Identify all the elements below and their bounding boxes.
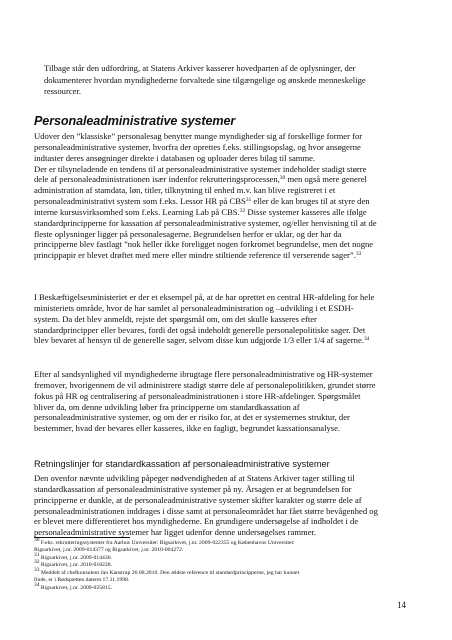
text-segment: Udover den ”klassiske” personalesag benytter mange myndigheder sig af forskellige former for [34, 131, 363, 141]
footnote-text: Rigsarkivet, j.nr. 2009-025815. [39, 584, 113, 591]
footnote-number: 30 [34, 537, 40, 543]
footnote-text: F.eks. rekrutteringssystemer fra Aarhus Universitet: Rigsarkivet, j.nr. 2009-022355 og Københavns Universitet: [39, 540, 295, 546]
footnote-line [34, 577, 420, 584]
text-segment: standardprincipper eller bevares, fordi det også indeholdt generelle personalepolitiske sager. Det [34, 324, 366, 335]
text-segment: personaleadministrative systemer har ligget udenfor denne undersøgelses rammer. [34, 527, 317, 538]
text-line [34, 369, 420, 380]
text-line [34, 516, 420, 527]
text-line [34, 207, 420, 218]
text-segment: Tilbage står den udfordring, at Statens Arkiver kasserer hovedparten af de oplysninger, der [44, 63, 356, 73]
text-line [34, 335, 420, 346]
text-segment: dele af personaleadministrationen især indenfor rekrutteringsprocessen, [34, 174, 280, 185]
intro-paragraph [44, 63, 414, 98]
footnote-line [34, 547, 420, 554]
section-heading-personaleadministrative-systemer: Personaleadministrative systemer [34, 114, 236, 128]
text-segment: administration af stamdata, løn, titler, tilknytning til enhed m.v. kan blive registreret i et [34, 185, 336, 196]
footnote-ref: 31 [245, 197, 252, 204]
text-line [34, 239, 420, 250]
text-line [34, 484, 420, 495]
text-line [34, 495, 420, 506]
text-segment: principperne blev fastlagt ”nok heller ikke foreligget nogen forkromet begrundelse, men det nogne [34, 239, 374, 250]
footnote-ref: 32 [239, 207, 246, 214]
text-segment: Disse systemer kasseres alle ifølge [245, 206, 367, 217]
text-segment: standardprincipperne for kassation af personaleadministrative systemer, og/eller henvisning til at de [34, 217, 377, 228]
text-segment: bestemmer, hvad der bevares eller kasseres, ikke en fagligt, begrundet kassationsanalyse. [34, 423, 341, 434]
text-segment: fleste oplysninger ligger på personalesagerne. Begrundelsen herfor er uklar, og der har da [34, 228, 342, 239]
text-line [34, 196, 420, 207]
text-line [34, 292, 420, 303]
text-line [44, 75, 414, 87]
footnote-number: 34 [34, 581, 40, 588]
text-line [34, 164, 420, 175]
text-line [44, 63, 414, 75]
text-segment: indtaster deres ansøgninger direkte i databasen og uploader deres bilag til samme. [34, 152, 316, 163]
text-line [34, 325, 420, 336]
footnote-ref: 30 [279, 175, 286, 182]
footnote-number: 31 [34, 551, 40, 558]
text-line [34, 153, 420, 164]
text-line [34, 423, 420, 434]
text-line [34, 185, 420, 196]
text-segment: Der er tilsyneladende en tendens til at personaleadministrative systemer indeholder stadigt større [34, 163, 367, 174]
document-page [34, 0, 422, 640]
footnote-divider [34, 537, 130, 538]
text-line [44, 86, 414, 98]
text-segment: Den ovenfor nævnte udvikling påpeger nødvendigheden af at Statens Arkiver tager stilling til [34, 473, 355, 483]
text-segment: eller de kan bruges til at styre den [251, 196, 370, 207]
text-segment: system. Da det blev anmeldt, rejste det spørgsmål om, om det skulle kasseres efter [34, 313, 317, 324]
text-segment: personaleadministrationen inddrages i disse samt at personaleområdet har fået større bevågenhed og [34, 505, 378, 516]
text-line [34, 412, 420, 423]
text-segment: personaleadministrative systemer, og om der er risiko for, at det er systemernes struktur, der [34, 412, 350, 423]
text-line [34, 391, 420, 402]
footnote-text: Rigsarkivet, j.nr. 2009-014430. [39, 554, 113, 561]
text-line [34, 380, 420, 391]
text-segment: personaleadministrativt system som f.eks. Lessor HR på CBS [34, 196, 246, 207]
paragraph-retningslinjer [34, 473, 420, 538]
page-number: 14 [397, 600, 406, 610]
footnote-ref: 33 [355, 251, 362, 258]
section-heading-retningslinjer: Retningslinjer for standardkassation af personaleadministrative systemer [34, 459, 330, 469]
text-segment: principperne er dunkle, at de personaleadministrative systemer skifter karakter og større dele af [34, 494, 362, 505]
paragraph-systems-overview [34, 131, 420, 261]
text-segment: interne kursusvirksomhed som f.eks. Learning Lab på CBS. [34, 206, 240, 217]
text-segment: blev bevaret af hensyn til de generelle sager, selvom disse kun udgjorde 1/3 eller 1/4 af sagerne. [34, 335, 364, 346]
text-line [34, 142, 420, 153]
footnote-text: Rigsarkivet, j.nr. 2010-018228. [39, 562, 113, 569]
text-segment: er blevet mere differentieret hos myndighederne. En grundigere undersøgelse af indholdet i de [34, 516, 359, 527]
text-segment: fremover, hvorigennem de vil administrere stadigt større dele af personalepolitikken, grundet større [34, 379, 376, 390]
text-segment: men også mere generel [285, 174, 367, 185]
footnote-line [34, 537, 420, 547]
footnote-line [34, 559, 420, 569]
footnote-number: 33 [34, 566, 40, 573]
text-line [34, 229, 420, 240]
paragraph-beskaeftigelsesministeriet [34, 292, 420, 346]
text-segment: ressourcer. [44, 86, 81, 97]
text-segment: personaleadministrative systemer, hvorfra der oprettes f.eks. stillingsopslag, og hvor ansøgerne [34, 141, 361, 152]
text-segment: ministeriets område, hvor de har samlet al personaleadministration og –udvikling i et ESDH- [34, 302, 354, 313]
footnote-text: Meddelt af chefkonsulent Jan Kanstrup 26.08.2010. Den ældste reference til standardprincipperne, jeg har kunnet [39, 569, 300, 576]
footnotes [34, 537, 420, 592]
text-segment: fokus på HR og centralisering af personaleadministrationen i store HR-afdelinger. Spørgsmålet [34, 390, 361, 401]
text-line [34, 174, 420, 185]
text-line [34, 314, 420, 325]
text-segment: princippapir er blevet drøftet med mere eller mindre stiltiende reference til verserende sager”. [34, 250, 356, 261]
footnote-number: 32 [34, 559, 40, 566]
text-segment: bliver da, om denne udvikling løber fra principperne om standardkassation af [34, 401, 300, 412]
text-line [34, 218, 420, 229]
text-line [34, 473, 420, 484]
text-segment: dokumenterer hvordan myndighederne forvaltede sine tilgængelige og ønskede menneskelige [44, 74, 366, 85]
text-line [34, 402, 420, 413]
footnote-ref: 34 [363, 336, 370, 343]
footnote-line [34, 581, 420, 592]
text-line [34, 131, 420, 142]
footnote-text: Rigsarkivet, j.nr. 2009-014377 og Rigsarkivet, j.nr. 2010-004272. [34, 547, 184, 554]
footnote-text: finde, er i Rødspætten dateret 17.11.1998. [34, 577, 130, 584]
paragraph-future-hr-systems [34, 369, 420, 434]
text-line [34, 250, 420, 261]
text-segment: standardkassation af personaleadministrative systemer på ny. Årsagen er at begrundelsen for [34, 483, 352, 494]
text-segment: I Beskæftigelsesministeriet er der et eksempel på, at de har oprettet en central HR-afdeling for hele [34, 292, 375, 302]
text-line [34, 303, 420, 314]
text-line [34, 506, 420, 517]
text-segment: Efter al sandsynlighed vil myndighederne ibrugtage flere personaleadministrative og HR-systemer [34, 369, 373, 379]
